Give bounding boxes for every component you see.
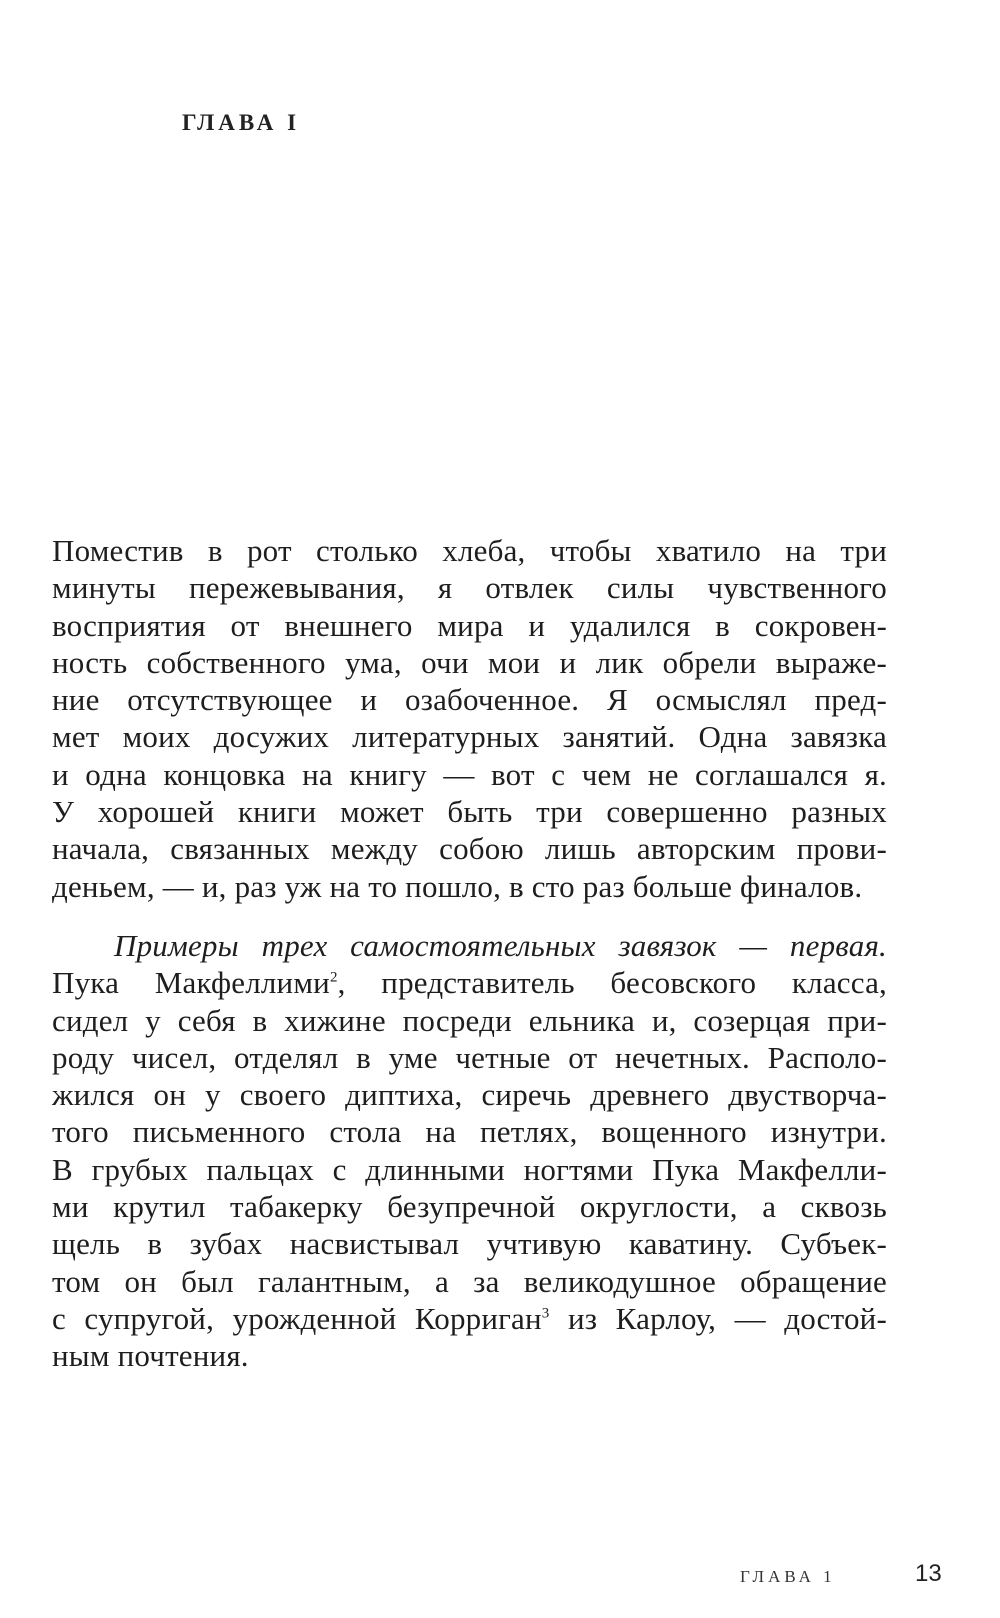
text-line: Поместив в рот столько хлеба, чтобы хватило на три <box>52 533 887 568</box>
text-line: жился он у своего диптиха, сиречь древнего двустворча- <box>52 1077 887 1113</box>
text-line: роду чисел, отделял в уме четные от нечетных. Располо- <box>52 1039 887 1075</box>
text-line: щель в зубах насвистывал учтивую каватину. Субъек- <box>52 1226 887 1262</box>
text-line: ным почтения. <box>52 1338 249 1374</box>
text-line: У хорошей книги может быть три совершенно разных <box>52 794 887 830</box>
text-fragment: с супругой, урожденной Корриган <box>52 1300 542 1336</box>
text-line: начала, связанных между собою лишь авторским прови- <box>52 831 887 867</box>
text-line: ми крутил табакерку безупречной округлости, а сквозь <box>52 1189 887 1225</box>
chapter-heading: ГЛАВА I <box>182 110 301 135</box>
text-fragment: из Карлоу, — достой- <box>549 1300 887 1336</box>
text-line: том он был галантным, а за великодушное обращение <box>52 1263 887 1299</box>
footnote-marker-3: 3 <box>541 1305 550 1322</box>
text-line: ность собственного ума, очи мои и лик обрели выраже- <box>52 644 887 680</box>
text-line: минуты пережевывания, я отвлек силы чувственного <box>52 570 887 606</box>
text-line: мет моих досужих литературных занятий. Одна завязка <box>52 719 887 755</box>
text-line: того письменного стола на петлях, вощенного изнутри. <box>52 1114 887 1150</box>
text-fragment: , представитель бесовского класса, <box>337 965 887 1001</box>
paragraph-1 <box>52 532 887 905</box>
text-line: В грубых пальцах с длинными ногтями Пука Макфелли- <box>52 1151 887 1187</box>
italic-lead-line: Примеры трех самостоятельных завязок — первая. <box>114 928 887 963</box>
paragraph-2 <box>52 927 887 1375</box>
running-footer: ГЛАВА 1 <box>740 1567 836 1586</box>
text-fragment: Пука Макфеллими <box>52 965 330 1001</box>
footnote-marker-2: 2 <box>329 969 338 986</box>
text-line <box>52 964 887 1001</box>
text-line: восприятия от внешнего мира и удалился в сокровен- <box>52 607 887 643</box>
page-number: 13 <box>915 1560 942 1587</box>
text-line: и одна концовка на книгу — вот с чем не соглашался я. <box>52 756 887 792</box>
text-line: деньем, — и, раз уж на то пошло, в сто раз больше финалов. <box>52 868 863 904</box>
text-line <box>52 1300 887 1337</box>
text-line: сидел у себя в хижине посреди ельника и, созерцая при- <box>52 1002 887 1038</box>
text-line: ние отсутствующее и озабоченное. Я осмыслял пред- <box>52 682 887 718</box>
